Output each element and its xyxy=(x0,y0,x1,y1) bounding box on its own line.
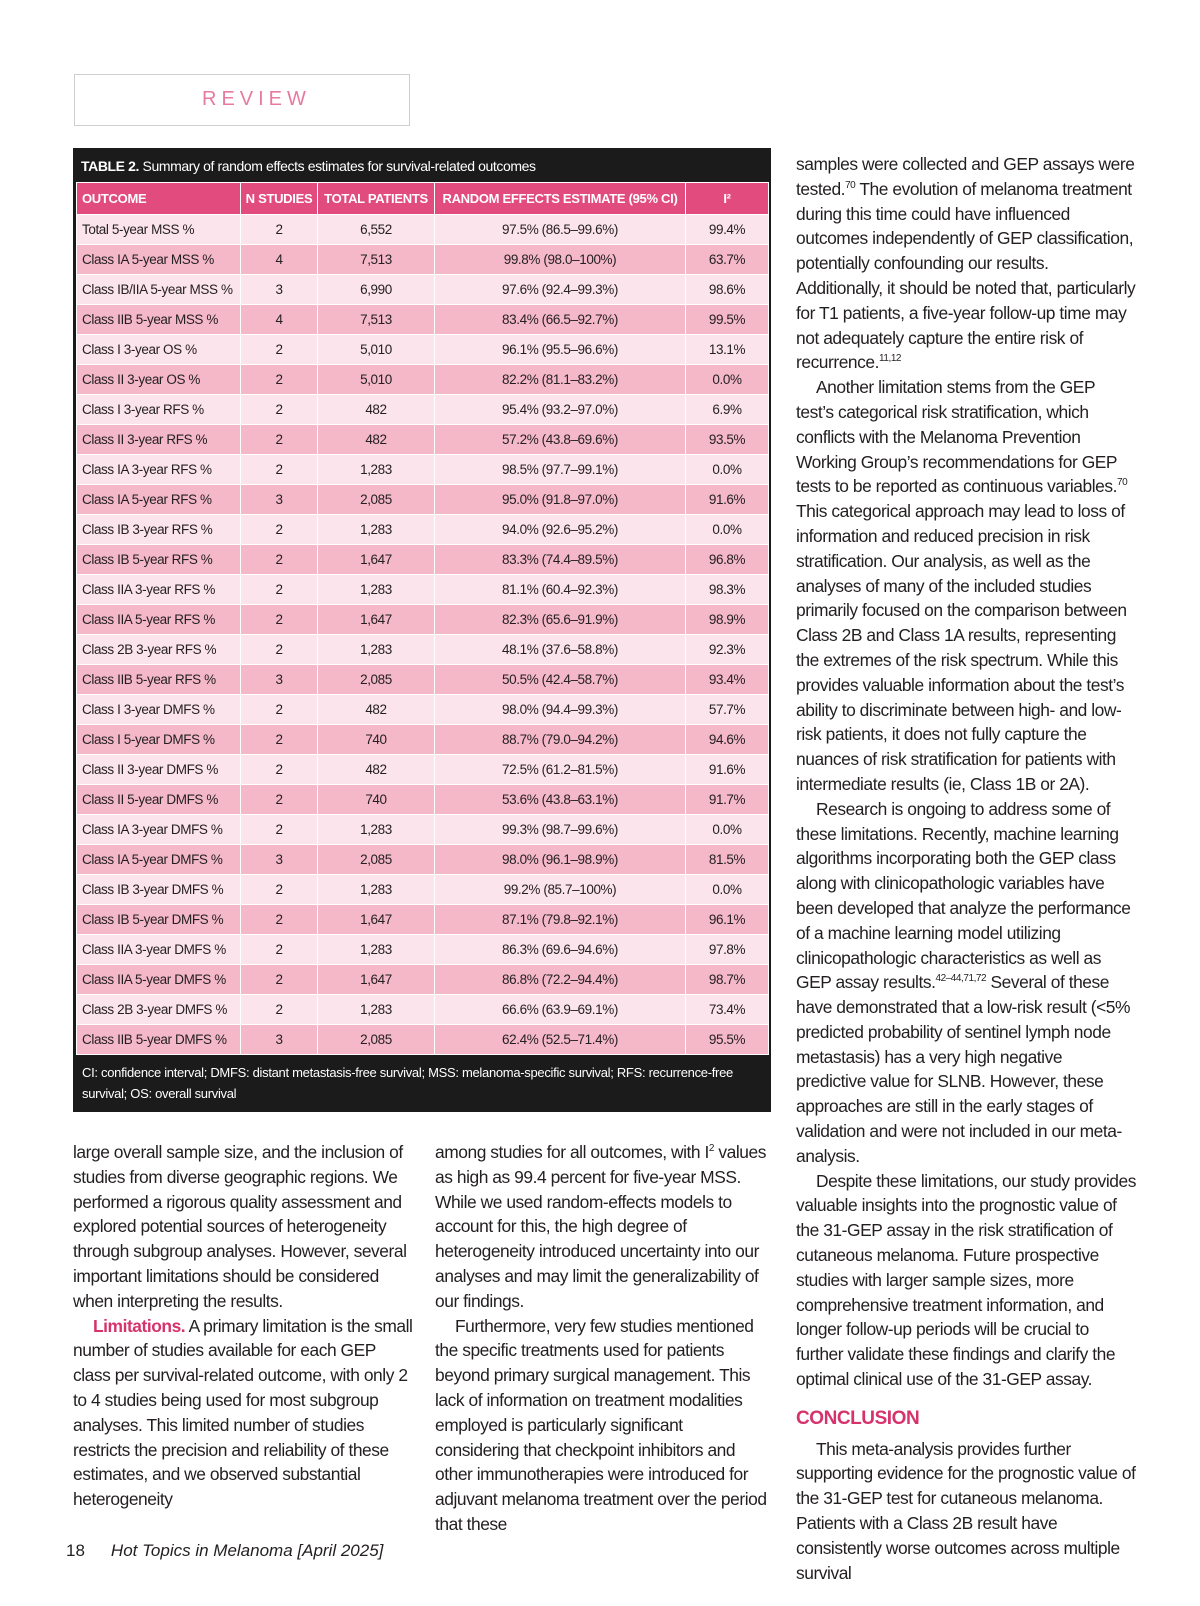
table-row xyxy=(77,215,769,245)
table-cell: 92.3% xyxy=(686,635,769,665)
table-cell: 3 xyxy=(241,845,318,875)
table-cell: Class IA 5-year DMFS % xyxy=(77,845,241,875)
table-row xyxy=(77,695,769,725)
column-header-total-patients: TOTAL PATIENTS xyxy=(318,183,435,215)
table-caption-text: Summary of random effects estimates for survival-related outcomes xyxy=(142,158,536,174)
table-cell: 7,513 xyxy=(318,305,435,335)
table-cell: 6,552 xyxy=(318,215,435,245)
paragraph: Research is ongoing to address some of these limitations. Recently, machine learning algorithms incorporating both the GEP class along with clinicopathologic variables have been developed that analyze the performance of a machine learning model utilizing clinicopathologic characteristics as well as GEP assay results.$^{42-44,71,72}$ Several of these have demonstrated that a low-risk result (<5% predicted probability of sentinel lymph node metastasis) has a very high negative predictive value for SLNB. However, these approaches are still in the early stages of validation and were not included in our meta-analysis. xyxy=(796,798,1131,1166)
table-cell: 2 xyxy=(241,215,318,245)
table-row xyxy=(77,545,769,575)
table-cell: 1,283 xyxy=(318,575,435,605)
table-caption xyxy=(76,151,768,182)
table-cell: Class IIA 5-year DMFS % xyxy=(77,965,241,995)
page-number: 18 xyxy=(66,1541,85,1560)
table-cell: 2,085 xyxy=(318,665,435,695)
table-cell: 3 xyxy=(241,1025,318,1055)
table-cell: 2 xyxy=(241,935,318,965)
table-cell: 99.8% (98.0–100%) xyxy=(435,245,686,275)
paragraph: Another limitation stems from the GEP test’s categorical risk stratification, which conflicts with the Melanoma Prevention Working Group’s recommendations for GEP tests to be reported as continuous variables.$^{70}$ This categorical approach may lead to loss of information and reduced precision in risk stratification. Our analysis, as well as the analyses of many of the included studies primarily focused on the comparison between Class 2B and Class 1A results, representing the extremes of the risk spectrum. While this provides valuable information about the test’s ability to discriminate between high- and low-risk patients, it does not fully capture the nuances of risk stratification for patients with intermediate results (ie, Class 1B or 2A). xyxy=(796,377,1128,794)
body-column-3 xyxy=(796,152,1136,1585)
table-cell: Total 5-year MSS % xyxy=(77,215,241,245)
table-row xyxy=(77,785,769,815)
table-cell: 94.6% xyxy=(686,725,769,755)
table-row xyxy=(77,305,769,335)
table-cell: 2,085 xyxy=(318,485,435,515)
table-cell: Class I 3-year DMFS % xyxy=(77,695,241,725)
table-cell: 93.4% xyxy=(686,665,769,695)
table-row xyxy=(77,395,769,425)
table-cell: 98.0% (94.4–99.3%) xyxy=(435,695,686,725)
table-cell: 2 xyxy=(241,575,318,605)
table-cell: 13.1% xyxy=(686,335,769,365)
table-cell: 1,647 xyxy=(318,905,435,935)
table-cell: 2 xyxy=(241,455,318,485)
table-caption-label: TABLE 2. xyxy=(81,158,139,174)
table-cell: Class IIB 5-year RFS % xyxy=(77,665,241,695)
table-row xyxy=(77,665,769,695)
table-cell: Class 2B 3-year DMFS % xyxy=(77,995,241,1025)
table-cell: Class II 3-year RFS % xyxy=(77,425,241,455)
reference: 70 xyxy=(1117,477,1128,489)
table-cell: 98.6% xyxy=(686,275,769,305)
paragraph: This meta-analysis provides further supporting evidence for the prognostic value of the 31-GEP test for cutaneous melanoma. Patients with a Class 2B result have consistently worse outcomes across multiple survival xyxy=(796,1438,1136,1583)
table-cell: 99.2% (85.7–100%) xyxy=(435,875,686,905)
table-row xyxy=(77,275,769,305)
table-cell: 99.4% xyxy=(686,215,769,245)
table-cell: Class IB/IIA 5-year MSS % xyxy=(77,275,241,305)
table-cell: 1,283 xyxy=(318,815,435,845)
table-cell: Class IB 3-year RFS % xyxy=(77,515,241,545)
table-row xyxy=(77,995,769,1025)
column-header-n-studies: N STUDIES xyxy=(241,183,318,215)
table-row xyxy=(77,875,769,905)
table-cell: 4 xyxy=(241,245,318,275)
table-cell: 3 xyxy=(241,665,318,695)
table-row xyxy=(77,935,769,965)
table-cell: 96.8% xyxy=(686,545,769,575)
table-cell: 98.0% (96.1–98.9%) xyxy=(435,845,686,875)
table-cell: 2,085 xyxy=(318,845,435,875)
table-cell: Class IA 3-year DMFS % xyxy=(77,815,241,845)
table-cell: Class IB 5-year RFS % xyxy=(77,545,241,575)
table-cell: 5,010 xyxy=(318,365,435,395)
table-cell: 6,990 xyxy=(318,275,435,305)
table-cell: 6.9% xyxy=(686,395,769,425)
table-cell: 97.6% (92.4–99.3%) xyxy=(435,275,686,305)
limitations-heading: Limitations. xyxy=(93,1315,186,1336)
table-cell: 1,283 xyxy=(318,515,435,545)
section-label-box xyxy=(74,74,410,126)
table-row xyxy=(77,425,769,455)
table-cell: Class IB 3-year DMFS % xyxy=(77,875,241,905)
table-cell: 1,647 xyxy=(318,545,435,575)
table-cell: 96.1% xyxy=(686,905,769,935)
page-footer xyxy=(66,1541,383,1561)
table-cell: 1,647 xyxy=(318,965,435,995)
table-cell: 4 xyxy=(241,305,318,335)
table-cell: Class II 3-year DMFS % xyxy=(77,755,241,785)
table-cell: 81.1% (60.4–92.3%) xyxy=(435,575,686,605)
table-cell: 2 xyxy=(241,965,318,995)
table-cell: Class II 3-year OS % xyxy=(77,365,241,395)
table-cell: 2 xyxy=(241,905,318,935)
table-cell: 91.6% xyxy=(686,485,769,515)
table-cell: Class IIA 3-year RFS % xyxy=(77,575,241,605)
body-column-2 xyxy=(435,1140,770,1537)
table-cell: 7,513 xyxy=(318,245,435,275)
table-cell: Class IB 5-year DMFS % xyxy=(77,905,241,935)
table-cell: 2 xyxy=(241,785,318,815)
table-cell: 5,010 xyxy=(318,335,435,365)
table-cell: 82.2% (81.1–83.2%) xyxy=(435,365,686,395)
table-cell: 2 xyxy=(241,335,318,365)
table-cell: 482 xyxy=(318,425,435,455)
paragraph: Despite these limitations, our study provides valuable insights into the prognostic value of the 31-GEP assay in the risk stratification of cutaneous melanoma. Future prospective studies with larger sample sizes, more comprehensive treatment information, and longer follow-up periods will be crucial to further validate these findings and clarify the optimal clinical use of the 31-GEP assay. xyxy=(796,1170,1136,1390)
table-cell: 95.4% (93.2–97.0%) xyxy=(435,395,686,425)
table-cell: 63.7% xyxy=(686,245,769,275)
table-cell: 0.0% xyxy=(686,815,769,845)
table-cell: 86.8% (72.2–94.4%) xyxy=(435,965,686,995)
table-cell: Class I 5-year DMFS % xyxy=(77,725,241,755)
table-cell: 99.5% xyxy=(686,305,769,335)
table-cell: 1,283 xyxy=(318,635,435,665)
table-cell: Class IA 5-year MSS % xyxy=(77,245,241,275)
table-cell: 88.7% (79.0–94.2%) xyxy=(435,725,686,755)
table-cell: 86.3% (69.6–94.6%) xyxy=(435,935,686,965)
table-cell: 2 xyxy=(241,635,318,665)
paragraph: Limitations. A primary limitation is the small number of studies available for each GEP class per survival-related outcome, with only 2 to 4 studies being used for most subgroup analyses. This limited number of studies restricts the precision and reliability of these estimates, and we observed substantial heterogeneity xyxy=(73,1315,413,1510)
table-row xyxy=(77,845,769,875)
section-label: REVIEW xyxy=(202,88,311,110)
table-cell: 72.5% (61.2–81.5%) xyxy=(435,755,686,785)
table-cell: 3 xyxy=(241,485,318,515)
reference: 42–44,71,72 xyxy=(935,973,987,985)
table-cell: 98.3% xyxy=(686,575,769,605)
table-cell: 66.6% (63.9–69.1%) xyxy=(435,995,686,1025)
table-cell: 740 xyxy=(318,725,435,755)
table-cell: 482 xyxy=(318,695,435,725)
table-cell: 82.3% (65.6–91.9%) xyxy=(435,605,686,635)
table-cell: 97.8% xyxy=(686,935,769,965)
table-row xyxy=(77,635,769,665)
table-cell: 2 xyxy=(241,755,318,785)
table-row xyxy=(77,245,769,275)
table-cell: 93.5% xyxy=(686,425,769,455)
table-cell: 99.3% (98.7–99.6%) xyxy=(435,815,686,845)
paragraph: Furthermore, very few studies mentioned the specific treatments used for patients beyond primary surgical management. This lack of information on treatment modalities employed is particularly significant considering that checkpoint inhibitors and other immunotherapies were introduced for adjuvant melanoma treatment over the period that these xyxy=(435,1315,767,1534)
table-cell: Class 2B 3-year RFS % xyxy=(77,635,241,665)
table-cell: 2 xyxy=(241,605,318,635)
paragraph: samples were collected and GEP assays were tested.$^{70}$ The evolution of melanoma treatment during this time could have influenced outcomes independently of GEP classification, potentially confounding our results. Additionally, it should be noted that, particularly for T1 patients, a five-year follow-up time may not adequately capture the entire risk of recurrence.$^{11,12}$ xyxy=(796,154,1136,373)
table-cell: Class I 3-year RFS % xyxy=(77,395,241,425)
table-row xyxy=(77,755,769,785)
table-cell: 2 xyxy=(241,365,318,395)
table-cell: 91.7% xyxy=(686,785,769,815)
table-cell: 1,647 xyxy=(318,605,435,635)
table-row xyxy=(77,485,769,515)
table-cell: Class IA 5-year RFS % xyxy=(77,485,241,515)
table-cell: 2 xyxy=(241,395,318,425)
table-cell: 87.1% (79.8–92.1%) xyxy=(435,905,686,935)
table-cell: Class IA 3-year RFS % xyxy=(77,455,241,485)
table-cell: 95.5% xyxy=(686,1025,769,1055)
body-column-1 xyxy=(73,1140,413,1512)
table-cell: 1,283 xyxy=(318,875,435,905)
table-cell: 91.6% xyxy=(686,755,769,785)
table-cell: 2 xyxy=(241,815,318,845)
journal-title: Hot Topics in Melanoma [April 2025] xyxy=(110,1541,384,1560)
table-row xyxy=(77,1025,769,1055)
table-footnote: CI: confidence interval; DMFS: distant metastasis-free survival; MSS: melanoma-specific survival; RFS: recurrence-free survival; OS: overall survival xyxy=(82,1065,733,1101)
table-cell: 95.0% (91.8–97.0%) xyxy=(435,485,686,515)
column-header-i2: I² xyxy=(686,183,769,215)
table-cell: 1,283 xyxy=(318,995,435,1025)
table-cell: 73.4% xyxy=(686,995,769,1025)
table-cell: 81.5% xyxy=(686,845,769,875)
table-cell: 0.0% xyxy=(686,875,769,905)
table-cell: 62.4% (52.5–71.4%) xyxy=(435,1025,686,1055)
table-cell: 96.1% (95.5–96.6%) xyxy=(435,335,686,365)
table-cell: Class II 5-year DMFS % xyxy=(77,785,241,815)
table-cell: 98.5% (97.7–99.1%) xyxy=(435,455,686,485)
table-cell: 0.0% xyxy=(686,515,769,545)
conclusion-heading: CONCLUSION xyxy=(796,1407,920,1429)
table-cell: 2 xyxy=(241,425,318,455)
table-cell: 482 xyxy=(318,395,435,425)
table-cell: 0.0% xyxy=(686,365,769,395)
table-cell: Class I 3-year OS % xyxy=(77,335,241,365)
paragraph: large overall sample size, and the inclusion of studies from diverse geographic regions. We performed a rigorous quality assessment and explored potential sources of heterogeneity through subgroup analyses. However, several important limitations should be considered when interpreting the results. xyxy=(73,1142,407,1311)
table-row xyxy=(77,335,769,365)
table-cell: 98.9% xyxy=(686,605,769,635)
table-row xyxy=(77,905,769,935)
table-header-row xyxy=(77,183,769,215)
table-cell: 2 xyxy=(241,725,318,755)
table-row xyxy=(77,515,769,545)
column-header-estimate: RANDOM EFFECTS ESTIMATE (95% CI) xyxy=(435,183,686,215)
table-row xyxy=(77,815,769,845)
table-row xyxy=(77,605,769,635)
table-cell: 0.0% xyxy=(686,455,769,485)
table-cell: 3 xyxy=(241,275,318,305)
table-row xyxy=(77,575,769,605)
data-table xyxy=(76,182,769,1055)
table-cell: Class IIA 5-year RFS % xyxy=(77,605,241,635)
column-header-outcome: OUTCOME xyxy=(77,183,241,215)
table-cell: 83.3% (74.4–89.5%) xyxy=(435,545,686,575)
table-cell: 2 xyxy=(241,995,318,1025)
table-cell: Class IIB 5-year MSS % xyxy=(77,305,241,335)
table-cell: 94.0% (92.6–95.2%) xyxy=(435,515,686,545)
table-cell: 2 xyxy=(241,545,318,575)
table-cell: 740 xyxy=(318,785,435,815)
table-2 xyxy=(73,148,771,1112)
table-cell: 2 xyxy=(241,695,318,725)
table-cell: 2,085 xyxy=(318,1025,435,1055)
table-cell: 57.2% (43.8–69.6%) xyxy=(435,425,686,455)
table-row xyxy=(77,455,769,485)
table-cell: Class IIA 3-year DMFS % xyxy=(77,935,241,965)
table-cell: 83.4% (66.5–92.7%) xyxy=(435,305,686,335)
table-cell: 1,283 xyxy=(318,455,435,485)
table-row xyxy=(77,965,769,995)
table-row xyxy=(77,725,769,755)
table-cell: 1,283 xyxy=(318,935,435,965)
table-cell: 50.5% (42.4–58.7%) xyxy=(435,665,686,695)
table-row xyxy=(77,365,769,395)
table-body xyxy=(77,215,769,1055)
table-cell: 2 xyxy=(241,515,318,545)
table-cell: Class IIB 5-year DMFS % xyxy=(77,1025,241,1055)
table-cell: 98.7% xyxy=(686,965,769,995)
table-cell: 97.5% (86.5–99.6%) xyxy=(435,215,686,245)
paragraph: among studies for all outcomes, with $I^2$ values as high as 99.4 percent for five-year MSS. While we used random-effects models to account for this, the high degree of heterogeneity introduced uncertainty into our analyses and may limit the generalizability of our findings. xyxy=(435,1142,766,1311)
reference: 70 xyxy=(845,180,856,191)
table-cell: 53.6% (43.8–63.1%) xyxy=(435,785,686,815)
table-cell: 48.1% (37.6–58.8%) xyxy=(435,635,686,665)
table-cell: 482 xyxy=(318,755,435,785)
table-cell: 2 xyxy=(241,875,318,905)
table-cell: 57.7% xyxy=(686,695,769,725)
reference: 11,12 xyxy=(879,353,902,365)
